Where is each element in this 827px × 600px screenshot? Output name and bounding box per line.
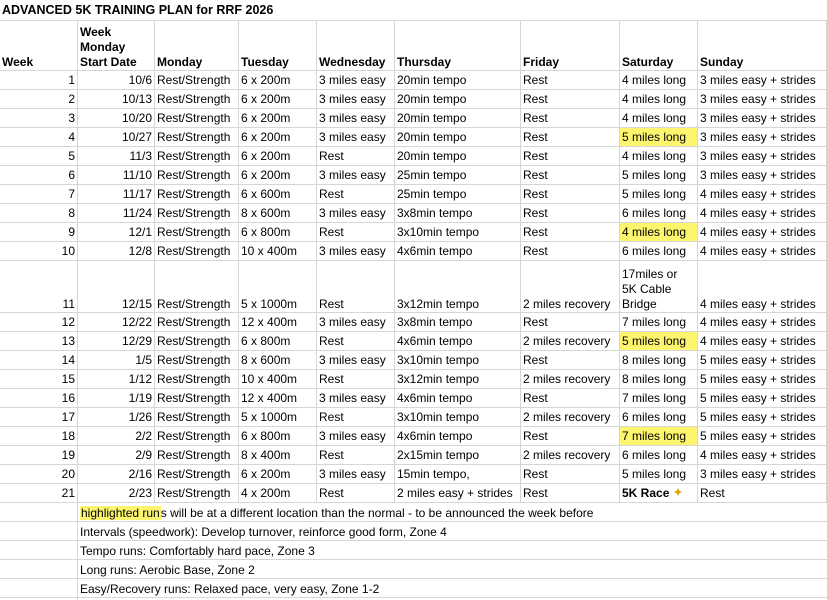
cell-thursday[interactable]: 20min tempo <box>395 128 521 147</box>
cell-week[interactable]: 12 <box>0 313 78 332</box>
cell-saturday[interactable]: 6 miles long <box>620 446 698 465</box>
cell-thursday[interactable]: 15min tempo, <box>395 465 521 484</box>
cell-start-date[interactable]: 12/29 <box>78 332 155 351</box>
cell-tuesday[interactable]: 6 x 200m <box>239 90 317 109</box>
cell-week[interactable]: 13 <box>0 332 78 351</box>
cell-tuesday[interactable]: 4 x 200m <box>239 484 317 503</box>
cell-thursday[interactable]: 25min tempo <box>395 166 521 185</box>
cell-friday[interactable]: 2 miles recovery <box>521 261 620 313</box>
cell-wednesday[interactable]: 3 miles easy <box>317 465 395 484</box>
cell-friday[interactable]: Rest <box>521 90 620 109</box>
cell-friday[interactable]: Rest <box>521 166 620 185</box>
cell-week[interactable]: 5 <box>0 147 78 166</box>
cell-sunday[interactable]: 3 miles easy + strides <box>698 71 827 90</box>
cell-thursday[interactable]: 3x12min tempo <box>395 261 521 313</box>
note-long[interactable]: Long runs: Aerobic Base, Zone 2 <box>80 562 255 577</box>
cell-monday[interactable]: Rest/Strength <box>155 370 239 389</box>
cell-week[interactable]: 19 <box>0 446 78 465</box>
cell-tuesday[interactable]: 5 x 1000m <box>239 261 317 313</box>
cell-monday[interactable]: Rest/Strength <box>155 204 239 223</box>
cell-sunday[interactable]: Rest <box>698 484 827 503</box>
cell-friday[interactable]: Rest <box>521 389 620 408</box>
cell-sunday[interactable]: 4 miles easy + strides <box>698 204 827 223</box>
cell-monday[interactable]: Rest/Strength <box>155 389 239 408</box>
cell-monday[interactable]: Rest/Strength <box>155 242 239 261</box>
cell-saturday[interactable]: 6 miles long <box>620 408 698 427</box>
cell-monday[interactable]: Rest/Strength <box>155 185 239 204</box>
cell-wednesday[interactable]: 3 miles easy <box>317 166 395 185</box>
cell-week[interactable]: 15 <box>0 370 78 389</box>
cell-tuesday[interactable]: 6 x 200m <box>239 147 317 166</box>
cell-wednesday[interactable]: 3 miles easy <box>317 427 395 446</box>
cell-week[interactable]: 7 <box>0 185 78 204</box>
cell-thursday[interactable]: 3x10min tempo <box>395 223 521 242</box>
cell-week[interactable]: 21 <box>0 484 78 503</box>
cell-start-date[interactable]: 12/22 <box>78 313 155 332</box>
header-saturday[interactable]: Saturday <box>620 21 698 71</box>
cell-wednesday[interactable]: 3 miles easy <box>317 204 395 223</box>
note-easy[interactable]: Easy/Recovery runs: Relaxed pace, very easy, Zone 1-2 <box>80 581 380 596</box>
cell-friday[interactable]: Rest <box>521 427 620 446</box>
cell-sunday[interactable]: 5 miles easy + strides <box>698 427 827 446</box>
sheet-title[interactable]: ADVANCED 5K TRAINING PLAN for RRF 2026 <box>0 0 827 21</box>
cell-start-date[interactable]: 11/24 <box>78 204 155 223</box>
cell-friday[interactable]: Rest <box>521 242 620 261</box>
cell-sunday[interactable]: 3 miles easy + strides <box>698 90 827 109</box>
cell-friday[interactable]: Rest <box>521 465 620 484</box>
cell-thursday[interactable]: 25min tempo <box>395 185 521 204</box>
cell-thursday[interactable]: 2 miles easy + strides <box>395 484 521 503</box>
cell-saturday[interactable]: 4 miles long <box>620 147 698 166</box>
cell-week[interactable]: 2 <box>0 90 78 109</box>
cell-thursday[interactable]: 3x8min tempo <box>395 313 521 332</box>
cell-friday[interactable]: Rest <box>521 185 620 204</box>
header-friday[interactable]: Friday <box>521 21 620 71</box>
cell-tuesday[interactable]: 8 x 600m <box>239 351 317 370</box>
cell-monday[interactable]: Rest/Strength <box>155 408 239 427</box>
cell-thursday[interactable]: 3x10min tempo <box>395 351 521 370</box>
cell-thursday[interactable]: 20min tempo <box>395 109 521 128</box>
cell-sunday[interactable]: 4 miles easy + strides <box>698 446 827 465</box>
header-tuesday[interactable]: Tuesday <box>239 21 317 71</box>
cell-friday[interactable]: Rest <box>521 313 620 332</box>
cell-start-date[interactable]: 12/15 <box>78 261 155 313</box>
cell-wednesday[interactable]: Rest <box>317 185 395 204</box>
cell-start-date[interactable]: 1/12 <box>78 370 155 389</box>
cell-thursday[interactable]: 4x6min tempo <box>395 389 521 408</box>
cell-thursday[interactable]: 20min tempo <box>395 147 521 166</box>
cell-monday[interactable]: Rest/Strength <box>155 446 239 465</box>
header-start-date[interactable]: Week Monday Start Date <box>78 21 155 71</box>
cell-thursday[interactable]: 3x10min tempo <box>395 408 521 427</box>
cell-monday[interactable]: Rest/Strength <box>155 484 239 503</box>
cell-week[interactable]: 3 <box>0 109 78 128</box>
cell-monday[interactable]: Rest/Strength <box>155 147 239 166</box>
cell-week[interactable]: 6 <box>0 166 78 185</box>
cell-saturday[interactable]: 7 miles long <box>620 427 698 446</box>
cell-saturday[interactable]: 6 miles long <box>620 242 698 261</box>
cell-monday[interactable]: Rest/Strength <box>155 427 239 446</box>
cell-saturday[interactable]: 5 miles long <box>620 185 698 204</box>
cell-wednesday[interactable]: Rest <box>317 261 395 313</box>
cell-sunday[interactable]: 4 miles easy + strides <box>698 242 827 261</box>
cell-friday[interactable]: 2 miles recovery <box>521 370 620 389</box>
cell-sunday[interactable]: 3 miles easy + strides <box>698 128 827 147</box>
cell-saturday[interactable]: 8 miles long <box>620 370 698 389</box>
cell-saturday[interactable]: 5 miles long <box>620 332 698 351</box>
cell-monday[interactable]: Rest/Strength <box>155 128 239 147</box>
cell-thursday[interactable]: 4x6min tempo <box>395 332 521 351</box>
cell-sunday[interactable]: 5 miles easy + strides <box>698 351 827 370</box>
header-monday[interactable]: Monday <box>155 21 239 71</box>
cell-wednesday[interactable]: 3 miles easy <box>317 389 395 408</box>
header-wednesday[interactable]: Wednesday <box>317 21 395 71</box>
cell-saturday[interactable]: 4 miles long <box>620 90 698 109</box>
cell-wednesday[interactable]: 3 miles easy <box>317 109 395 128</box>
cell-sunday[interactable]: 5 miles easy + strides <box>698 370 827 389</box>
cell-start-date[interactable]: 11/10 <box>78 166 155 185</box>
cell-tuesday[interactable]: 6 x 800m <box>239 223 317 242</box>
cell-saturday[interactable]: 7 miles long <box>620 313 698 332</box>
header-thursday[interactable]: Thursday <box>395 21 521 71</box>
cell-wednesday[interactable]: 3 miles easy <box>317 71 395 90</box>
cell-friday[interactable]: Rest <box>521 223 620 242</box>
cell-start-date[interactable]: 1/5 <box>78 351 155 370</box>
note-tempo[interactable]: Tempo runs: Comfortably hard pace, Zone 3 <box>80 543 315 558</box>
cell-start-date[interactable]: 1/26 <box>78 408 155 427</box>
cell-sunday[interactable]: 5 miles easy + strides <box>698 389 827 408</box>
cell-sunday[interactable]: 3 miles easy + strides <box>698 166 827 185</box>
cell-wednesday[interactable]: Rest <box>317 408 395 427</box>
cell-start-date[interactable]: 10/20 <box>78 109 155 128</box>
cell-wednesday[interactable]: 3 miles easy <box>317 242 395 261</box>
cell-wednesday[interactable]: 3 miles easy <box>317 313 395 332</box>
cell-sunday[interactable]: 3 miles easy + strides <box>698 465 827 484</box>
cell-start-date[interactable]: 1/19 <box>78 389 155 408</box>
header-sunday[interactable]: Sunday <box>698 21 827 71</box>
cell-sunday[interactable]: 4 miles easy + strides <box>698 223 827 242</box>
cell-monday[interactable]: Rest/Strength <box>155 261 239 313</box>
cell-friday[interactable]: Rest <box>521 204 620 223</box>
cell-week[interactable]: 14 <box>0 351 78 370</box>
note-highlight[interactable] <box>78 503 595 522</box>
cell-wednesday[interactable]: Rest <box>317 484 395 503</box>
cell-tuesday[interactable]: 12 x 400m <box>239 313 317 332</box>
cell-friday[interactable]: 2 miles recovery <box>521 408 620 427</box>
cell-sunday[interactable]: 4 miles easy + strides <box>698 332 827 351</box>
cell-saturday[interactable]: 5 miles long <box>620 166 698 185</box>
cell-monday[interactable]: Rest/Strength <box>155 313 239 332</box>
cell-week[interactable]: 4 <box>0 128 78 147</box>
cell-tuesday[interactable]: 6 x 800m <box>239 427 317 446</box>
cell-thursday[interactable]: 3x8min tempo <box>395 204 521 223</box>
cell-friday[interactable]: Rest <box>521 71 620 90</box>
cell-week[interactable]: 16 <box>0 389 78 408</box>
cell-tuesday[interactable]: 6 x 600m <box>239 185 317 204</box>
cell-wednesday[interactable]: Rest <box>317 223 395 242</box>
cell-tuesday[interactable]: 6 x 200m <box>239 166 317 185</box>
cell-start-date[interactable]: 2/16 <box>78 465 155 484</box>
cell-friday[interactable]: Rest <box>521 147 620 166</box>
cell-monday[interactable]: Rest/Strength <box>155 332 239 351</box>
cell-week[interactable]: 11 <box>0 261 78 313</box>
cell-start-date[interactable]: 10/13 <box>78 90 155 109</box>
cell-wednesday[interactable]: Rest <box>317 147 395 166</box>
cell-tuesday[interactable]: 6 x 200m <box>239 71 317 90</box>
cell-start-date[interactable]: 12/8 <box>78 242 155 261</box>
cell-tuesday[interactable]: 5 x 1000m <box>239 408 317 427</box>
cell-tuesday[interactable]: 12 x 400m <box>239 389 317 408</box>
cell-sunday[interactable]: 4 miles easy + strides <box>698 185 827 204</box>
cell-saturday[interactable]: 6 miles long <box>620 204 698 223</box>
cell-monday[interactable]: Rest/Strength <box>155 223 239 242</box>
cell-tuesday[interactable]: 10 x 400m <box>239 370 317 389</box>
cell-saturday[interactable]: 4 miles long <box>620 109 698 128</box>
cell-tuesday[interactable]: 6 x 200m <box>239 128 317 147</box>
cell-friday[interactable]: Rest <box>521 351 620 370</box>
cell-tuesday[interactable]: 8 x 400m <box>239 446 317 465</box>
cell-thursday[interactable]: 20min tempo <box>395 71 521 90</box>
cell-start-date[interactable]: 10/27 <box>78 128 155 147</box>
cell-week[interactable]: 18 <box>0 427 78 446</box>
cell-saturday[interactable]: 17miles or 5K Cable Bridge <box>620 261 698 313</box>
party-popper-icon: ✦ <box>673 486 683 499</box>
grid-line <box>77 503 78 600</box>
cell-wednesday[interactable]: Rest <box>317 332 395 351</box>
cell-sunday[interactable]: 4 miles easy + strides <box>698 313 827 332</box>
cell-week[interactable]: 10 <box>0 242 78 261</box>
cell-thursday[interactable]: 2x15min tempo <box>395 446 521 465</box>
cell-saturday[interactable]: 5 miles long <box>620 465 698 484</box>
cell-monday[interactable]: Rest/Strength <box>155 71 239 90</box>
cell-thursday[interactable]: 3x12min tempo <box>395 370 521 389</box>
cell-sunday[interactable]: 5 miles easy + strides <box>698 408 827 427</box>
cell-saturday[interactable]: 5K Race ✦ <box>620 484 698 503</box>
header-week[interactable]: Week <box>0 21 78 71</box>
cell-wednesday[interactable]: 3 miles easy <box>317 90 395 109</box>
cell-start-date[interactable]: 12/1 <box>78 223 155 242</box>
cell-wednesday[interactable]: Rest <box>317 446 395 465</box>
cell-monday[interactable]: Rest/Strength <box>155 351 239 370</box>
cell-wednesday[interactable]: 3 miles easy <box>317 351 395 370</box>
cell-monday[interactable]: Rest/Strength <box>155 465 239 484</box>
cell-week[interactable]: 1 <box>0 71 78 90</box>
cell-saturday[interactable]: 4 miles long <box>620 71 698 90</box>
cell-tuesday[interactable]: 10 x 400m <box>239 242 317 261</box>
cell-wednesday[interactable]: 3 miles easy <box>317 128 395 147</box>
cell-week[interactable]: 9 <box>0 223 78 242</box>
cell-tuesday[interactable]: 6 x 200m <box>239 465 317 484</box>
cell-start-date[interactable]: 10/6 <box>78 71 155 90</box>
cell-start-date[interactable]: 11/3 <box>78 147 155 166</box>
cell-saturday[interactable]: 4 miles long <box>620 223 698 242</box>
cell-tuesday[interactable]: 8 x 600m <box>239 204 317 223</box>
cell-saturday[interactable]: 8 miles long <box>620 351 698 370</box>
cell-week[interactable]: 8 <box>0 204 78 223</box>
cell-start-date[interactable]: 2/2 <box>78 427 155 446</box>
cell-monday[interactable]: Rest/Strength <box>155 109 239 128</box>
cell-wednesday[interactable]: Rest <box>317 370 395 389</box>
cell-tuesday[interactable]: 6 x 800m <box>239 332 317 351</box>
cell-friday[interactable]: Rest <box>521 484 620 503</box>
cell-thursday[interactable]: 4x6min tempo <box>395 242 521 261</box>
cell-friday[interactable]: 2 miles recovery <box>521 332 620 351</box>
cell-start-date[interactable]: 2/23 <box>78 484 155 503</box>
cell-friday[interactable]: 2 miles recovery <box>521 446 620 465</box>
note-highlight-explanation: s will be at a different location than the normal - to be announced the week before <box>160 505 594 520</box>
note-highlighted-text: highlighted run <box>81 505 160 520</box>
cell-friday[interactable]: Rest <box>521 128 620 147</box>
cell-start-date[interactable]: 11/17 <box>78 185 155 204</box>
cell-monday[interactable]: Rest/Strength <box>155 166 239 185</box>
cell-tuesday[interactable]: 6 x 200m <box>239 109 317 128</box>
cell-monday[interactable]: Rest/Strength <box>155 90 239 109</box>
cell-thursday[interactable]: 4x6min tempo <box>395 427 521 446</box>
cell-week[interactable]: 17 <box>0 408 78 427</box>
cell-week[interactable]: 20 <box>0 465 78 484</box>
cell-sunday[interactable]: 3 miles easy + strides <box>698 147 827 166</box>
cell-saturday[interactable]: 5 miles long <box>620 128 698 147</box>
cell-sunday[interactable]: 4 miles easy + strides <box>698 261 827 313</box>
cell-sunday[interactable]: 3 miles easy + strides <box>698 109 827 128</box>
cell-saturday[interactable]: 7 miles long <box>620 389 698 408</box>
cell-start-date[interactable]: 2/9 <box>78 446 155 465</box>
note-intervals[interactable]: Intervals (speedwork): Develop turnover, reinforce good form, Zone 4 <box>80 524 447 539</box>
cell-friday[interactable]: Rest <box>521 109 620 128</box>
cell-thursday[interactable]: 20min tempo <box>395 90 521 109</box>
